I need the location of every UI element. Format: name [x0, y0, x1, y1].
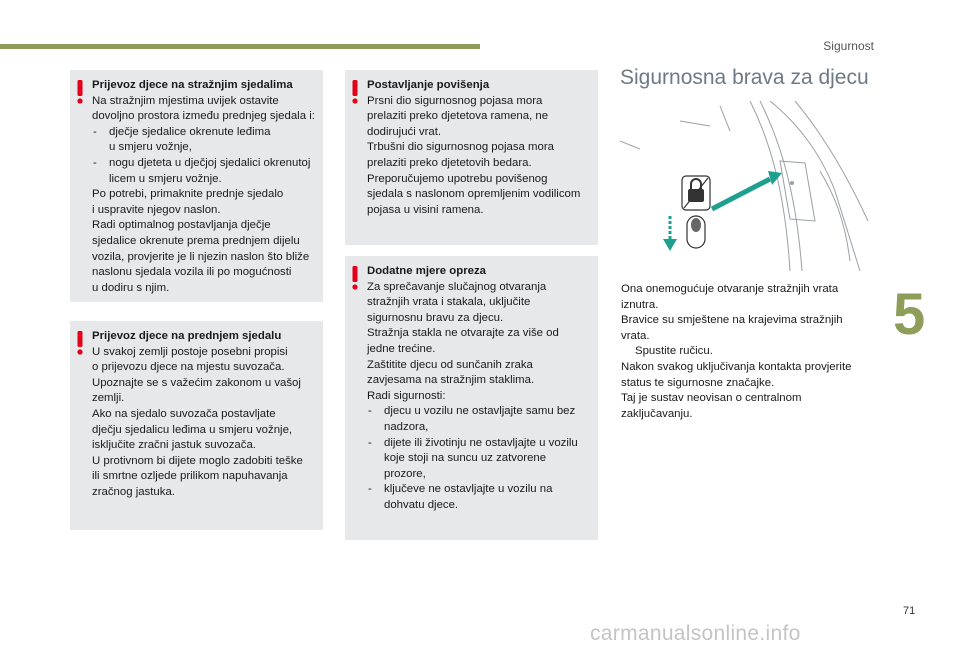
box-intro: Za sprečavanje slučajnog otvaranja stražnjih vrata i stakala, uključite sigurnosnu bravu za djecu. Stražnja stakla ne otvarajte za više od jedne trećine. Zaštitite djecu od sunčanih zraka zavjesama na stražnjim staklima. Radi sigurnosti:: [367, 280, 559, 402]
box-intro: Na stražnjim mjestima uvijek ostavite dovoljno prostora između prednjeg sjedala i:: [92, 94, 315, 123]
list-item: - djecu u vozilu ne ostavljajte samu bez nadzora,: [367, 404, 592, 435]
box-outro: Po potrebi, primaknite prednje sjedalo i uspravite njegov naslon. Radi optimalnog postavljanja dječje sjedalice okrenute prema prednjem dijelu vozila, provjerite je li njezin naslon što bliže naslonu sjedala vozila ili po mogućnosti u dodiru s njim.: [92, 188, 310, 294]
box-title: Dodatne mjere opreza: [367, 265, 487, 277]
warning-icon: [351, 80, 359, 104]
warning-box-precautions: [345, 256, 598, 540]
list-item: - ključeve ne ostavljajte u vozilu na dohvatu djece.: [367, 482, 592, 513]
warning-box-rear-seats: [70, 70, 323, 302]
description-note: Nakon svakog uključivanja kontakta provjerite status te sigurnosne značajke. Taj je sustav neovisan o centralnom zaključavanju.: [621, 360, 852, 420]
down-arrow-icon: [663, 216, 677, 251]
box-body: U svakoj zemlji postoje posebni propisi o prijevozu djece na mjestu suvozača. Upoznajte se s važećim zakonom u vašoj zemlji. Ako na sjedalo suvozača postavljate dječju sjedalicu leđima u smjeru vožnje, isključite zračni jastuk suvozača. U protivnom bi dijete moglo zadobiti teške ili smrtne ozljede prilikom napuhavanja zračnog jastuka.: [92, 345, 303, 498]
box-list: [92, 125, 317, 187]
instruction-step: Spustite ručicu.: [635, 345, 713, 358]
page-title: Sigurnosna brava za djecu: [620, 66, 869, 89]
warning-icon: [76, 331, 84, 355]
box-title: Postavljanje povišenja: [367, 79, 490, 91]
box-list: [367, 404, 592, 513]
header-bar: [0, 44, 480, 49]
box-title: Prijevoz djece na stražnjim sjedalima: [92, 79, 293, 91]
box-title: Prijevoz djece na prednjem sjedalu: [92, 330, 282, 342]
section-label: Sigurnost: [823, 39, 874, 53]
child-lock-description: [621, 282, 881, 422]
list-item: - dječje sjedalice okrenute leđima u smjeru vožnje,: [92, 125, 317, 156]
watermark: carmanualsonline.info: [590, 622, 801, 645]
warning-icon: [351, 266, 359, 290]
child-lock-illustration: [620, 101, 870, 271]
lock-icon: [682, 176, 710, 210]
list-item: - nogu djeteta u dječjoj sjedalici okrenutoj licem u smjeru vožnje.: [92, 156, 317, 187]
warning-box-front-seat: [70, 321, 323, 530]
chapter-number: 5: [893, 282, 926, 347]
warning-icon: [76, 80, 84, 104]
description-intro: Ona onemogućuje otvaranje stražnjih vrata iznutra. Bravice su smještene na krajevima stražnjih vrata.: [621, 283, 843, 342]
warning-box-booster: [345, 70, 598, 245]
lever-icon: [687, 216, 705, 248]
box-body: Prsni dio sigurnosnog pojasa mora prelaziti preko djetetova ramena, ne dodirujući vrat. Trbušni dio sigurnosnog pojasa mora prelaziti preko djetetovih bedara. Preporučujemo upotrebu povišenog sjedala s naslonom opremljenim vodilicom pojasa u visini ramena.: [367, 94, 581, 216]
page-number: 71: [903, 605, 916, 617]
list-item: - dijete ili životinju ne ostavljajte u vozilu koje stoji na suncu uz zatvorene prozore,: [367, 436, 592, 483]
